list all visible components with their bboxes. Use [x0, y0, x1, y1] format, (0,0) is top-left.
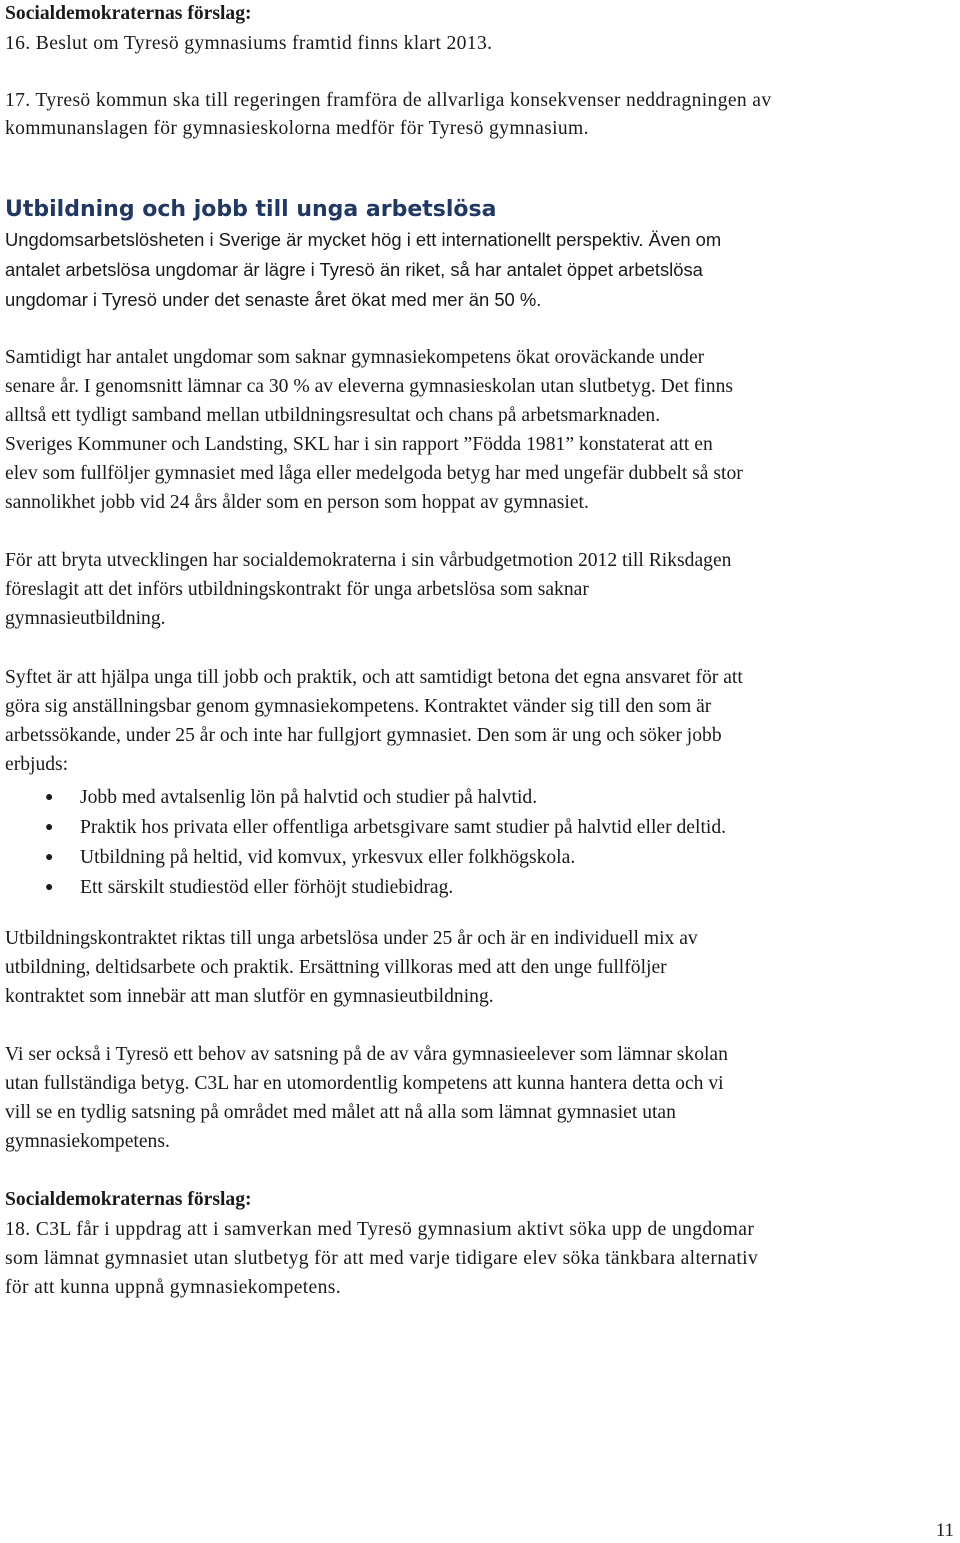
paragraph-line: arbetssökande, under 25 år och inte har fullgjort gymnasiet. Den som är ung och söker jobb — [5, 725, 722, 746]
proposal-18-line-3: för att kunna uppnå gymnasiekompetens. — [5, 1277, 341, 1298]
paragraph-line: Sveriges Kommuner och Landsting, SKL har i sin rapport ”Födda 1981” konstaterat att en — [5, 434, 713, 455]
paragraph-line: Vi ser också i Tyresö ett behov av satsning på de av våra gymnasieelever som lämnar skolan — [5, 1044, 728, 1065]
paragraph-line: utbildning, deltidsarbete och praktik. Ersättning villkoras med att den unge fullföljer — [5, 957, 667, 978]
intro-line-3: ungdomar i Tyresö under det senaste året ökat med mer än 50 %. — [5, 289, 542, 310]
bullet-icon: ● — [45, 880, 54, 895]
section-heading: Socialdemokraternas förslag: — [5, 3, 252, 24]
paragraph-line: sannolikhet jobb vid 24 års ålder som en person som hoppat av gymnasiet. — [5, 492, 589, 513]
proposal-17-line-1: 17. Tyresö kommun ska till regeringen framföra de allvarliga konsekvenser neddragningen av — [5, 90, 772, 111]
paragraph-line: föreslagit att det införs utbildningskontrakt för unga arbetslösa som saknar — [5, 579, 589, 600]
page-number: 11 — [935, 1520, 954, 1541]
paragraph-line: Syftet är att hjälpa unga till jobb och praktik, och att samtidigt betona det egna ansvaret för att — [5, 667, 743, 688]
section-title: Utbildning och jobb till unga arbetslösa — [5, 197, 497, 222]
paragraph-line: erbjuds: — [5, 754, 69, 775]
paragraph-line: kontraktet som innebär att man slutför en gymnasieutbildning. — [5, 986, 494, 1007]
paragraph-line: elev som fullföljer gymnasiet med låga eller medelgoda betyg har med ungefär dubbelt så stor — [5, 463, 743, 484]
paragraph-line: senare år. I genomsnitt lämnar ca 30 % av eleverna gymnasieskolan utan slutbetyg. Det finns — [5, 376, 734, 397]
intro-line-2: antalet arbetslösa ungdomar är lägre i Tyresö än riket, så har antalet öppet arbetslösa — [5, 259, 703, 280]
paragraph-line: Samtidigt har antalet ungdomar som saknar gymnasiekompetens ökat oroväckande under — [5, 347, 705, 368]
proposal-18-line-2: som lämnat gymnasiet utan slutbetyg för att med varje tidigare elev söka tänkbara alternativ — [5, 1248, 759, 1269]
paragraph-line: gymnasiekompetens. — [5, 1131, 170, 1152]
paragraph-line: alltså ett tydligt samband mellan utbildningsresultat och chans på arbetsmarknaden. — [5, 405, 661, 426]
proposal-18-line-1: 18. C3L får i uppdrag att i samverkan med Tyresö gymnasium aktivt söka upp de ungdomar — [5, 1219, 755, 1240]
paragraph-line: vill se en tydlig satsning på området med målet att nå alla som lämnat gymnasiet utan — [5, 1102, 676, 1123]
bullet-icon: ● — [45, 850, 54, 865]
paragraph-line: göra sig anställningsbar genom gymnasiekompetens. Kontraktet vänder sig till den som är — [5, 696, 712, 717]
list-item-text: Praktik hos privata eller offentliga arbetsgivare samt studier på halvtid eller deltid. — [80, 817, 727, 838]
list-item-text: Utbildning på heltid, vid komvux, yrkesvux eller folkhögskola. — [80, 847, 576, 868]
list-item-text: Ett särskilt studiestöd eller förhöjt studiebidrag. — [80, 877, 454, 898]
paragraph-line: utan fullständiga betyg. C3L har en utomordentlig kompetens att kunna hantera detta och vi — [5, 1073, 724, 1094]
intro-line-1: Ungdomsarbetslösheten i Sverige är mycket hög i ett internationellt perspektiv. Även om — [5, 229, 722, 250]
list-item-text: Jobb med avtalsenlig lön på halvtid och studier på halvtid. — [80, 787, 538, 808]
proposal-17-line-2: kommunanslagen för gymnasieskolorna medför för Tyresö gymnasium. — [5, 118, 589, 139]
bullet-icon: ● — [45, 790, 54, 805]
bullet-icon: ● — [45, 820, 54, 835]
paragraph-line: För att bryta utvecklingen har socialdemokraterna i sin vårbudgetmotion 2012 till Riksdagen — [5, 550, 732, 571]
section-heading: Socialdemokraternas förslag: — [5, 1189, 252, 1210]
paragraph-line: Utbildningskontraktet riktas till unga arbetslösa under 25 år och är en individuell mix av — [5, 928, 698, 949]
paragraph-line: gymnasieutbildning. — [5, 608, 166, 629]
proposal-16: 16. Beslut om Tyresö gymnasiums framtid finns klart 2013. — [5, 33, 493, 54]
